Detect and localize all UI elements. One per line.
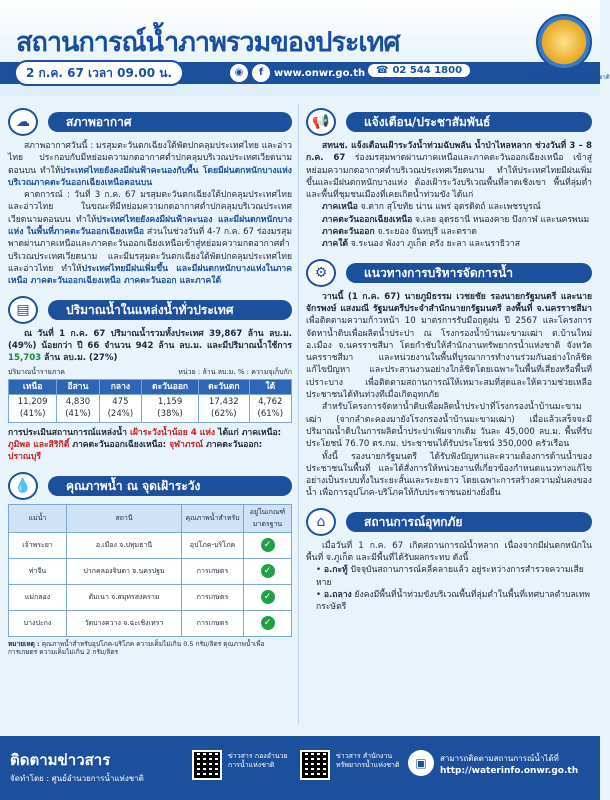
follow-news-title: ติดตามข่าวสาร [10,751,111,769]
flood-header [306,508,592,534]
footnote-label: หมายเหตุ : [8,639,40,648]
weather-today [8,140,292,189]
footnote-text: คุณภาพน้ำสำหรับอุปโภค-บริโภค ความเค็มไม่เกิน 0.5 กรัม/ลิตร คุณภาพน้ำเพื่อการเกษตร ความเค็มไม่เกิน 2 กรัม/ลิตร [8,639,265,657]
water-table-caption [8,366,292,378]
alert-regions [306,201,592,250]
monitor-icon: ▣ [408,750,434,776]
region-value: 475 (24%) [99,395,141,423]
table-row: ท่าจีน ปากคลองจินดา จ.นครปฐม การเกษตร ✓ [9,558,292,584]
water-header [8,296,292,322]
water-assessment [8,427,292,464]
qr-code-icon[interactable] [300,750,330,780]
page-title: สถานการณ์น้ำภาพรวมของประเทศ [16,27,400,58]
region-value: 17,432 (62%) [199,395,249,423]
water-summary-text: ณ วันที่ 1 ก.ค. 67 ปริมาณน้ำรวมทั้งประเทศ 39,867 ล้าน ลบ.ม. (49%) น้อยกว่า ปี 66 จำนวน 942 ล้าน ลบ.ม. และมีปริมาณน้ำใช้การ [8,328,292,351]
weather-icon: ☁ [8,108,38,136]
alert-body [306,140,592,201]
phone-icon: ☎ [376,65,389,76]
dam-icon: ▤ [8,296,38,324]
flood-title: สถานการณ์อุทกภัย [346,512,592,532]
table-row: บางปะกง วัดบางควาง จ.ฉะเชิงเทรา การเกษตร ✓ [9,610,292,636]
assessment-east: ปราณบุรี [8,452,41,463]
quality-table-header [9,504,292,532]
alert-headline: สทนช. แจ้งเตือนเฝ้าระวังน้ำท่วมฉับพลัน น้ำป่าไหลหลาก ช่วงวันที่ 3 – 8 ก.ค. 67 [306,141,592,164]
column-divider [298,104,299,724]
region-value: 11,209 (41%) [9,395,57,423]
water-table-header [9,379,292,394]
phone-number: 02 544 1800 [392,65,463,76]
region-header: ตะวันออก [142,379,199,394]
alert-region: ภาคตะวันออก จ.ระยอง จันทบุรี และตราด [322,227,477,238]
region-header: เหนือ [9,379,57,394]
mgmt-p1-headline: วานนี้ (1 ก.ค. 67) นายภูมิธรรม เวชยชัย รองนายกรัฐมนตรี และนายจักรพงษ์ แสงมณี รัฐมนตรีประจำสำนักนายกรัฐมนตรี ลงพื้นที่ จ.นครราชสีมา [306,291,592,314]
weather-forecast-text-2: ส่วนในช่วงวันที่ 4-7 ก.ค. 67 ร่องมรสุมพาดผ่านภาคเหนือและภาคตะวันออกเฉียงเหนือเข้าสู่หย่อมความกดอากาศต่ำบริเวณประเทศเวียดนาม และมีมรสุมตะวันตกเฉียงใต้พัดปกคลุมประเทศไทย และอ่าวไทย ทำให้ [8,227,292,274]
gears-icon: ⚙ [306,259,336,287]
phone-link[interactable] [368,64,470,77]
mgmt-p1 [306,291,592,402]
publisher: จัดทำโดย : ศูนย์อำนวยการน้ำแห่งชาติ [10,774,144,783]
assessment-ne-label: ภาคตะวันออกเฉียงเหนือ: [69,439,170,450]
assessment-label: การประเมินสถานการณ์แหล่งน้ำ [8,427,130,438]
check-icon: ✓ [261,538,275,552]
table-row: เจ้าพระยา อ.เมือง จ.ปทุมธานี อุปโภค-บริโภค ✓ [9,532,292,558]
social-icons: f [252,64,270,82]
weather-today-highlight: ประเทศไทยยังคงมีฝนฟ้าคะนองกับพื้น โดยมีฝนตกหนักบางแห่ง บริเวณภาคตะวันออกเฉียงเหนือตอนบน [8,165,292,188]
mgmt-title: แนวทางการบริหารจัดการน้ำ [346,263,592,283]
assessment-east-label: ภาคตะวันออก: [203,439,263,450]
footer [0,736,600,800]
megaphone-icon: 📢 [306,108,336,136]
quality-col-use: คุณภาพน้ำสำหรับ [182,504,244,532]
website-link[interactable] [230,64,365,82]
qr1-caption: ข่าวสาร กองอำนวยการน้ำแห่งชาติ [228,752,288,769]
left-column [8,108,292,657]
list-item: • อ.กะทู้ ปัจจุบันสถานการณ์คลี่คลายแล้ว อยู่ระหว่างการสำรวจความเสียหาย [316,565,584,588]
quality-footnote [8,640,292,657]
weather-forecast-highlight-2: ประเทศไทยมีฝนเพิ่มขึ้น และมีฝนตกหนักบางแห่งในภาคเหนือ ภาคตะวันออกเฉียงเหนือ ภาคตะวันออก และภาคใต้ [8,263,292,287]
right-column [306,108,592,614]
region-header: ใต้ [249,379,291,394]
date-badge: 2 ก.ค. 67 เวลา 09.00 น. [14,60,184,86]
region-value: 4,830 (41%) [57,395,99,423]
alert-text: ร่องมรสุมพาดผ่านภาคเหนือและภาคตะวันออกเฉียงเหนือ เข้าสู่หย่อมความกดอากาศต่ำบริเวณประเทศเวียดนาม ทำให้ประเทศไทยมีฝนเพิ่มขึ้นและมีฝนตกหนักบางแห่ง ต้องเฝ้าระวังบริเวณพื้นที่ลาดเชิงเขา พื้นที่ลุ่มต่ำ และพื้นที่ชุมชนเมืองที่เคยเกิดน้ำท่วมขัง ได้แก่ [306,153,592,201]
water-table-values [9,395,292,423]
water-table [8,379,292,423]
region-header: อีสาน [57,379,99,394]
quality-title: คุณภาพน้ำ ณ จุดเฝ้าระวัง [48,476,292,496]
mgmt-header [306,259,592,285]
qr-code-icon[interactable] [192,750,222,780]
alert-region: ภาคตะวันออกเฉียงเหนือ จ.เลย อุดรธานี หนองคาย บึงกาฬ และนครพนม [322,214,590,225]
region-value: 4,762 (61%) [249,395,291,423]
weather-title: สภาพอากาศ [48,112,292,132]
water-summary [8,328,292,365]
assessment-ne: จุฬาภรณ์ [169,439,204,450]
alert-header [306,108,592,134]
quality-header [8,472,292,498]
flood-house-icon: ⌂ [306,508,336,536]
check-icon: ✓ [261,616,275,630]
assessment-north: ภูมิพล และสิริกิติ์ [8,439,70,450]
weather-forecast-highlight: ประเทศไทยยังคงมีฝนฟ้าคะนอง และมีฝนตกหนักบางแห่ง ในพื้นที่ภาคตะวันออกเฉียงเหนือ [8,214,293,238]
weather-today-text: สภาพอากาศวันนี้ : มรสุมตะวันตกเฉียงใต้พัดปกคลุมประเทศไทย และอ่าวไทย ประกอบกับมีหย่อมความกดอากาศต่ำปกคลุมบริเวณประเทศเวียดนามตอนบน ทำให้ [8,141,292,176]
flood-body: เมื่อวันที่ 1 ก.ค. 67 เกิดสถานการณ์น้ำหลาก เนื่องจากมีฝนตกหนักในพื้นที่ จ.ภูเก็ต และมีพื้นที่ได้รับผลกระทบ ดังนี้ [306,540,592,564]
quality-table [8,504,292,637]
alert-region: ภาคเหนือ จ.ตาก สุโขทัย น่าน แพร่ อุตรดิตถ์ และเพชรบูรณ์ [322,202,541,213]
table-row: แม่กลอง ดัมเนา จ.สมุทรสงคราม การเกษตร ✓ [9,584,292,610]
assessment-north-label: ได้แก่ ภาคเหนือ: [215,427,282,438]
water-title: ปริมาณน้ำในแหล่งน้ำทั่วประเทศ [48,300,292,320]
mgmt-p1-text: เพื่อติดตามความก้าวหน้า 10 มาตรการรับมือฤดูฝน ปี 2567 และโครงการจัดหาน้ำดิบเพื่อผลิตน้ำประปา ณ โรงกรองน้ำบ้านมะขามเฒ่า ต.บ้านใหม่ อ.เมือง จ.นครราชสีมา โดยกำชับให้สำนักงานทรัพยากรน้ำแห่งชาติ จังหวัดนครราชสีมา และหน่วยงานในพื้นที่บูรณาการทำงานร่วมกันอย่างใกล้ชิด แก้ไขปัญหา และประสานงานอย่างใกล้ชิดโดยเฉพาะในพื้นที่เสี่ยงหรือพื้นที่เปราะบาง เพื่อติดตามสถานการณ์ให้เหมาะสมที่สุดและให้ความช่วยเหลือประชาชนได้ทันท่วงทีเมื่อเกิดอุทกภัย [306,316,592,401]
region-value: 1,159 (38%) [142,395,199,423]
quality-col-station: สถานี [67,504,182,532]
site-url-link[interactable]: http://waterinfo.onwr.go.th [440,766,579,776]
website-url: www.onwr.go.th [274,67,366,79]
weather-forecast-text: คาดการณ์ : วันที่ 3 ก.ค. 67 มรสุมตะวันตกเฉียงใต้ปกคลุมประเทศไทย และอ่าวไทย ในขณะที่มีหย่อมความกดอากาศต่ำปกคลุมบริเวณประเทศเวียดนามตอนบน ทำให้ [8,190,292,225]
flood-list [306,564,592,613]
quality-col-standard: อยู่ในเกณฑ์มาตรฐาน [244,504,292,532]
weather-header [8,108,292,134]
mgmt-p2: สำหรับโครงการจัดหาน้ำดิบเพื่อผลิตน้ำประปาที่โรงกรองน้ำบ้านมะขามเฒ่า (จากลำตะคองมายังโรงกรองน้ำบ้านมะขามเฒ่า) เมื่อแล้วเสร็จจะมีปริมาณน้ำดิบในการผลิตน้ำประปาเพิ่มจากเดิม วันละ 45,000 ลบ.ม. พื้นที่รับประโยชน์ 76.70 ตร.กม. ประชาชนได้รับประโยชน์ 350,000 ครัวเรือน [306,402,592,450]
seal-caption: สำนักงานทรัพยากรน้ำแห่งชาติ [530,74,610,81]
mgmt-p3: ทั้งนี้ รองนายกรัฐมนตรี ได้รับฟังปัญหาและความต้องการด้านน้ำของประชาชนในพื้นที่ และได้สั่งการให้หน่วยงานที่เกี่ยวข้องกำหนดแนวทางแก้ไขอย่างเป็นระบบทั้งในระยะสั้นและระยะยาว โดยเฉพาะการสร้างความมั่นคงของน้ำ เพื่อการอุปโภค-บริโภคให้กับประชาชนอย่างยั่งยืน [306,451,592,499]
list-item: • อ.ถลาง ยังคงมีพื้นที่น้ำท่วมขังบริเวณพื้นที่ลุ่มต่ำในพื้นที่เทศบาลตำบลเทพกระษัตรี [316,589,591,613]
assessment-warning: เฝ้าระวังน้ำน้อย 4 แห่ง [129,427,216,438]
weather-forecast [8,189,292,287]
onwr-seal-logo [536,14,592,70]
water-table-title: ปริมาณน้ำรายภาค [8,368,65,377]
alert-title: แจ้งเตือน/ประชาสัมพันธ์ [346,112,592,132]
check-icon: ✓ [261,564,275,578]
qr2-caption: ข่าวสาร สำนักงานทรัพยากรน้ำแห่งชาติ [336,752,400,769]
check-icon: ✓ [261,590,275,604]
water-drop-icon: 💧 [8,472,38,500]
header [0,0,610,96]
globe-icon: ◉ [230,64,248,82]
site-label: สามารถติดตามสถานการณ์น้ำได้ที่ [440,754,559,763]
water-table-unit: หน่วย : ล้าน ลบ.ม. % : ความจุเก็บกัก [178,368,292,377]
region-header: กลาง [99,379,141,394]
region-header: ตะวันตก [199,379,249,394]
water-usable: 15,703 [8,353,42,364]
water-summary-tail: ล้าน ลบ.ม. (27%) [41,353,118,364]
quality-col-river: แม่น้ำ [9,504,67,532]
alert-region: ภาคใต้ จ.ระนอง พังงา ภูเก็ต ตรัง ยะลา และนราธิวาส [322,239,520,250]
